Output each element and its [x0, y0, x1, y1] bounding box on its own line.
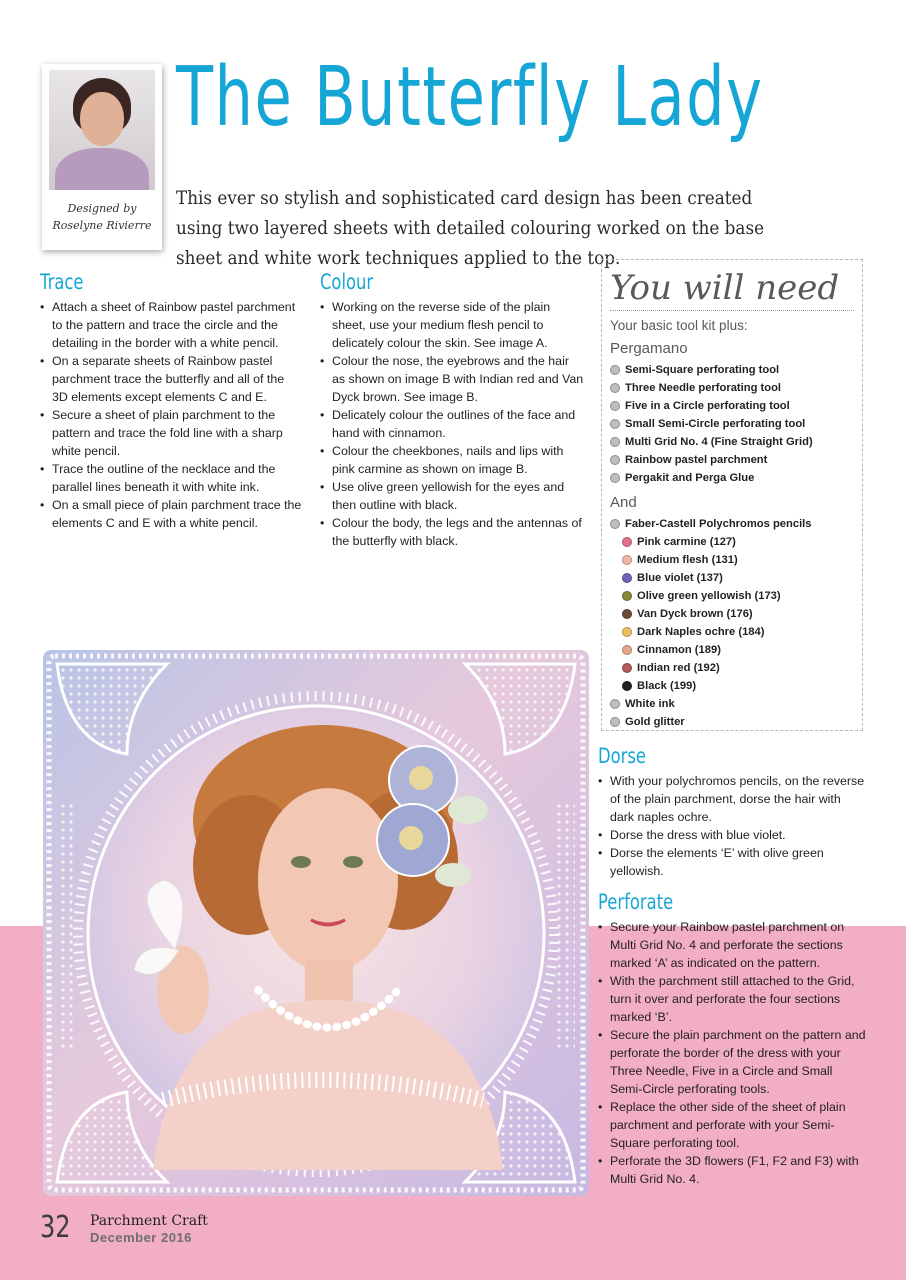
list-item: • Use olive green yellowish for the eyes and then outline with black.: [320, 478, 585, 514]
pergamano-label: Pergamano: [610, 340, 688, 357]
author-credit: [48, 200, 156, 234]
pencil-item: Medium flesh (131): [610, 551, 854, 569]
author-photo-card: [42, 64, 162, 250]
list-item: White ink: [610, 695, 854, 713]
list-item: • Secure the plain parchment on the pattern and perforate the border of the dress with your Three Needle, Five in a Circle and Small Semi-Circle perforating tools.: [598, 1026, 866, 1098]
list-item: Small Semi-Circle perforating tool: [610, 415, 854, 433]
list-item: • Trace the outline of the necklace and the parallel lines beneath it with white ink.: [40, 460, 302, 496]
pencil-color-icon: [622, 573, 632, 583]
page-number: 32: [40, 1210, 71, 1245]
butterfly-lady-card-illustration: [43, 650, 589, 1196]
perforate-section: [598, 890, 866, 1188]
tool-bullet-icon: [610, 365, 620, 375]
pencil-item: Van Dyck brown (176): [610, 605, 854, 623]
pencil-color-icon: [622, 555, 632, 565]
pencil-color-icon: [622, 663, 632, 673]
list-item: • Colour the cheekbones, nails and lips with pink carmine as shown on image B.: [320, 442, 585, 478]
list-item: Gold glitter: [610, 713, 854, 731]
perforate-heading: Perforate: [598, 890, 674, 914]
tool-bullet-icon: [610, 419, 620, 429]
dorse-section: [598, 744, 866, 880]
pencil-item: Olive green yellowish (173): [610, 587, 854, 605]
colour-list: [320, 298, 585, 550]
pencil-item: Cinnamon (189): [610, 641, 854, 659]
list-item: • Delicately colour the outlines of the face and hand with cinnamon.: [320, 406, 585, 442]
intro-paragraph: This ever so stylish and sophisticated card design has been created using two layered sheets with detailed colouring worked on the base sheet and white work techniques applied to the top.: [176, 187, 765, 269]
list-item: Pergakit and Perga Glue: [610, 469, 854, 487]
list-item: • On a separate sheets of Rainbow pastel parchment trace the butterfly and all of the 3D elements except elements C and E.: [40, 352, 302, 406]
author-name: Roselyne Rivierre: [52, 219, 152, 232]
pencil-color-icon: [622, 591, 632, 601]
colour-section: [320, 270, 585, 550]
list-item: • On a small piece of plain parchment trace the elements C and E with a white pencil.: [40, 496, 302, 532]
magazine-name: Parchment Craft: [90, 1213, 208, 1229]
pencil-color-icon: [622, 681, 632, 691]
list-item: • Perforate the 3D flowers (F1, F2 and F3) with Multi Grid No. 4.: [598, 1152, 866, 1188]
list-item: • With the parchment still attached to the Grid, turn it over and perforate the four sections marked ‘B’.: [598, 972, 866, 1026]
list-item: Five in a Circle perforating tool: [610, 397, 854, 415]
supplies-list: [610, 515, 854, 731]
list-item: • Dorse the dress with blue violet.: [598, 826, 866, 844]
dorse-list: [598, 772, 866, 880]
list-item: • Colour the nose, the eyebrows and the hair as shown on image B with Indian red and Van Dyck brown. See image B.: [320, 352, 585, 406]
list-item: • Secure your Rainbow pastel parchment on Multi Grid No. 4 and perforate the sections marked ‘A’ as indicated on the pattern.: [598, 918, 866, 972]
you-will-need-box: [601, 259, 863, 731]
tool-bullet-icon: [610, 437, 620, 447]
trace-list: [40, 298, 302, 532]
list-item: • Dorse the elements ‘E’ with olive green yellowish.: [598, 844, 866, 880]
list-item: • Replace the other side of the sheet of plain parchment and perforate with your Semi-Square perforating tool.: [598, 1098, 866, 1152]
list-item: Multi Grid No. 4 (Fine Straight Grid): [610, 433, 854, 451]
list-item: • Colour the body, the legs and the antennas of the butterfly with black.: [320, 514, 585, 550]
pencil-color-icon: [622, 537, 632, 547]
pencil-color-icon: [622, 645, 632, 655]
pencil-item: Dark Naples ochre (184): [610, 623, 854, 641]
tool-bullet-icon: [610, 473, 620, 483]
tool-bullet-icon: [610, 519, 620, 529]
pencil-color-icon: [622, 627, 632, 637]
pencil-item: Indian red (192): [610, 659, 854, 677]
list-item: Three Needle perforating tool: [610, 379, 854, 397]
tool-bullet-icon: [610, 383, 620, 393]
list-item: Rainbow pastel parchment: [610, 451, 854, 469]
designed-by-label: Designed by: [67, 202, 137, 215]
colour-heading: Colour: [320, 270, 374, 294]
perforate-list: [598, 918, 866, 1188]
pencil-item: Pink carmine (127): [610, 533, 854, 551]
list-item: Faber-Castell Polychromos pencils: [610, 515, 854, 533]
list-item: Semi-Square perforating tool: [610, 361, 854, 379]
list-item: • With your polychromos pencils, on the reverse of the plain parchment, dorse the hair with dark naples ochre.: [598, 772, 866, 826]
you-will-need-title: You will need: [610, 268, 854, 311]
trace-heading: Trace: [40, 270, 84, 294]
list-item: • Secure a sheet of plain parchment to the pattern and trace the fold line with a sharp white pencil.: [40, 406, 302, 460]
pencil-color-icon: [622, 609, 632, 619]
trace-section: [40, 270, 302, 532]
tool-bullet-icon: [610, 455, 620, 465]
page-title: The Butterfly Lady: [176, 50, 764, 145]
issue-date: December 2016: [90, 1230, 192, 1245]
list-item: • Working on the reverse side of the plain sheet, use your medium flesh pencil to delicately colour the skin. See image A.: [320, 298, 585, 352]
tool-kit-subtitle: Your basic tool kit plus:: [610, 318, 748, 333]
author-photo: [49, 70, 155, 190]
and-label: And: [610, 494, 637, 511]
pencil-item: Black (199): [610, 677, 854, 695]
tool-bullet-icon: [610, 401, 620, 411]
pergamano-list: [610, 361, 854, 487]
dorse-heading: Dorse: [598, 744, 646, 768]
list-item: • Attach a sheet of Rainbow pastel parchment to the pattern and trace the circle and the detailing in the border with a white pencil.: [40, 298, 302, 352]
tool-bullet-icon: [610, 699, 620, 709]
tool-bullet-icon: [610, 717, 620, 727]
pencil-item: Blue violet (137): [610, 569, 854, 587]
